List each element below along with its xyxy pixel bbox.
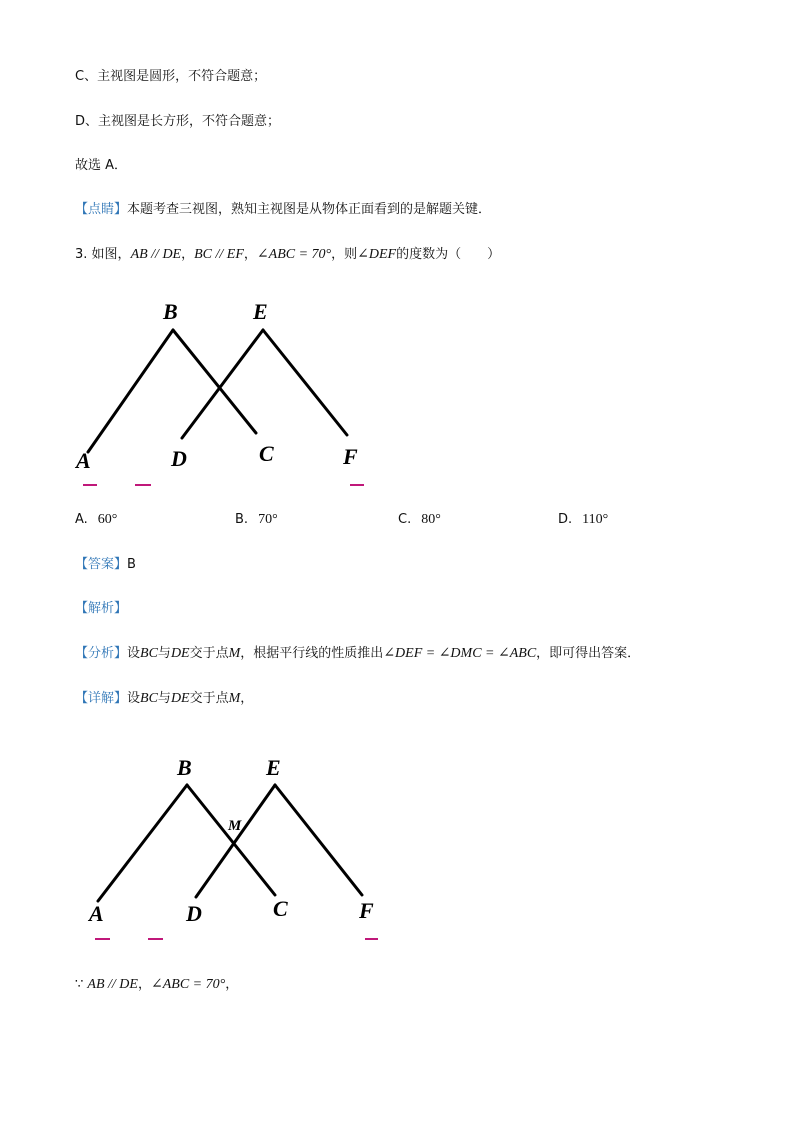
because-symbol: ∵ [75, 977, 84, 992]
analysis-tag: 【解析】 [75, 601, 128, 616]
label-f: F [359, 898, 374, 923]
because-end: ， [225, 977, 239, 992]
detail-line [75, 690, 253, 708]
label-c: C [259, 441, 274, 466]
option-value: 80° [421, 512, 441, 527]
fenxi-line [75, 645, 640, 663]
because-sep: ， [137, 977, 151, 992]
detail-text: 交于点 [189, 691, 229, 706]
answer-tag: 【答案】 [75, 557, 128, 572]
because-rel: AB // DE [87, 977, 138, 992]
detail-text: ， [240, 691, 254, 706]
option-value: 70° [258, 512, 278, 527]
detail-tag: 【详解】 [75, 691, 128, 706]
detail-math: M [228, 691, 241, 706]
fenxi-math: ∠DEF = ∠DMC = ∠ABC [383, 646, 537, 661]
option-letter: D. [558, 512, 573, 527]
question-given-angle: ∠ABC = 70° [256, 247, 332, 262]
question-sep: ， [243, 247, 257, 262]
detail-text: 设 [127, 691, 141, 706]
option-letter: C. [398, 512, 412, 527]
question-sep: ， [181, 247, 195, 262]
label-a: A [76, 448, 91, 473]
figure-1 [0, 290, 400, 495]
label-m: M [228, 818, 242, 834]
segment-bc [173, 330, 256, 433]
option-a [75, 511, 117, 529]
fenxi-math: BC [140, 646, 158, 661]
d-option-explanation: D、主视图是长方形，不符合题意； [75, 114, 281, 129]
question-lead: 如图， [91, 247, 131, 262]
option-value: 110° [582, 512, 609, 527]
segment-ed [182, 330, 263, 438]
option-b [235, 511, 278, 529]
label-d: D [171, 446, 187, 471]
label-e: E [253, 299, 268, 324]
label-e: E [266, 755, 281, 780]
fenxi-tag: 【分析】 [75, 646, 128, 661]
fenxi-math: DE [170, 646, 190, 661]
segment-ef [263, 330, 347, 435]
fenxi-text: 交于点 [189, 646, 229, 661]
label-a: A [89, 901, 104, 926]
answer-value: B [127, 557, 136, 572]
question-3-stem [75, 246, 500, 264]
question-target-angle: ∠DEF [357, 247, 397, 262]
comment-text: 本题考查三视图，熟知主视图是从物体正面看到的是解题关键． [127, 202, 492, 217]
label-b: B [177, 755, 192, 780]
question-rel-bc-ef: BC // EF [194, 247, 244, 262]
label-d: D [186, 901, 202, 926]
figure-2 [0, 745, 400, 950]
comment-line [75, 201, 491, 219]
option-value: 60° [97, 512, 118, 527]
fenxi-text: ，根据平行线的性质推出 [240, 646, 384, 661]
option-letter: B. [235, 512, 249, 527]
question-ask-suffix: 的度数为（ ） [396, 247, 501, 262]
option-letter: A. [75, 512, 88, 527]
fenxi-text: 设 [127, 646, 141, 661]
fenxi-text: ，即可得出答案． [536, 646, 641, 661]
detail-text: 与 [157, 691, 171, 706]
answer-line [75, 556, 136, 574]
option-d [558, 511, 608, 529]
c-option-explanation: C、主视图是圆形，不符合题意； [75, 69, 267, 84]
label-f: F [343, 444, 358, 469]
comment-tag: 【点睛】 [75, 202, 128, 217]
question-rel-ab-de: AB // DE [130, 247, 182, 262]
segment-ab [98, 785, 187, 901]
question-number: 3. [75, 247, 88, 262]
option-c [398, 511, 441, 529]
because-given: ∠ABC = 70° [150, 977, 226, 992]
label-b: B [163, 299, 178, 324]
analysis-line [75, 600, 127, 618]
question-ask-prefix: ，则 [331, 247, 358, 262]
detail-math: BC [140, 691, 158, 706]
label-c: C [273, 896, 288, 921]
detail-math: DE [170, 691, 190, 706]
because-line [75, 976, 238, 994]
segment-ab [88, 330, 173, 452]
choose-line: 故选 A． [75, 158, 128, 173]
fenxi-text: 与 [157, 646, 171, 661]
segment-ef [275, 785, 362, 895]
fenxi-math: M [228, 646, 241, 661]
